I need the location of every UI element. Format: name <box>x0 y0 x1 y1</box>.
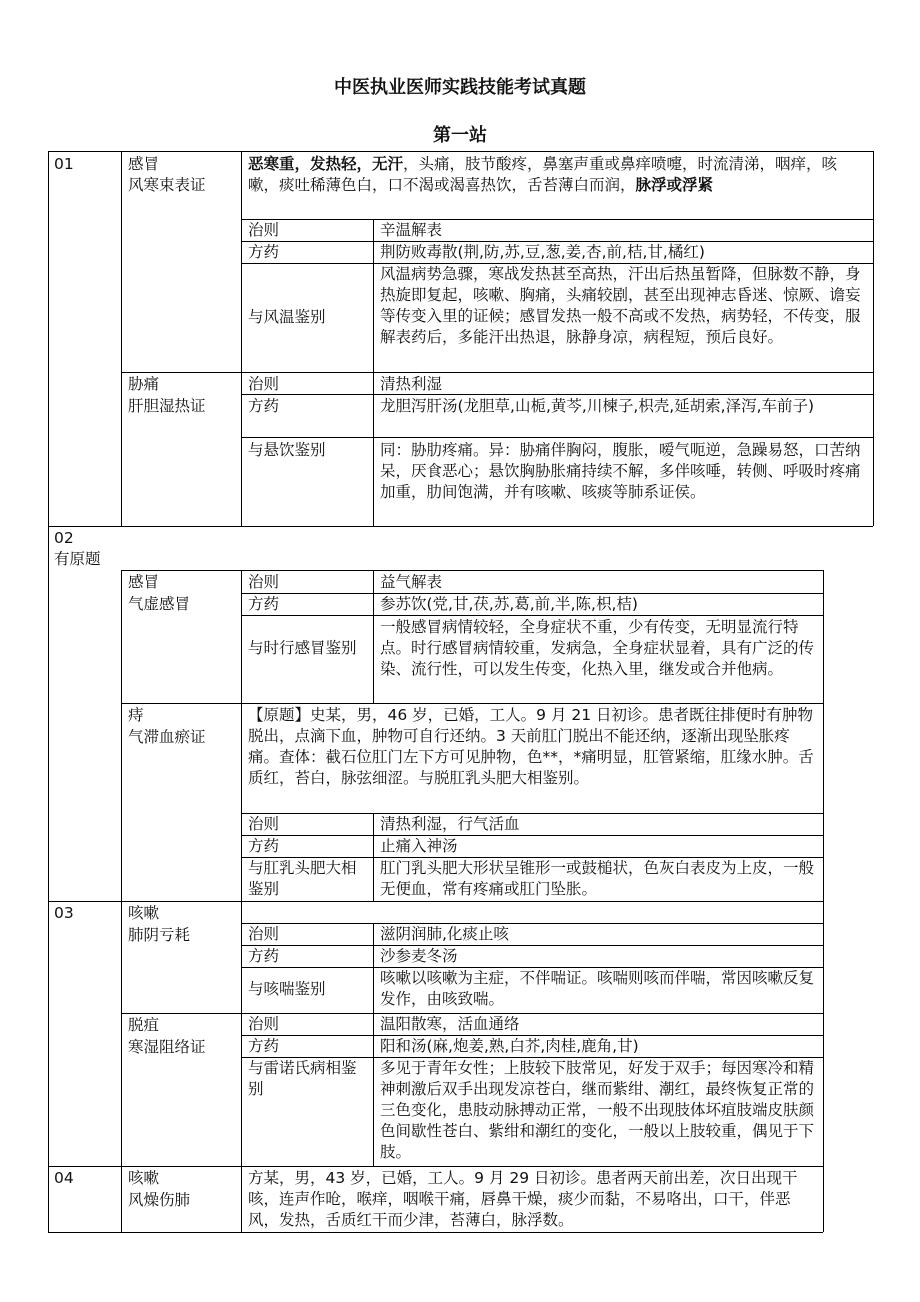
symptoms-key-2: 脉浮或浮紧 <box>635 176 714 194</box>
symptoms-text <box>244 154 872 196</box>
disease-name: 感冒 <box>128 155 160 173</box>
differentiation-text: 一般感冒病情较轻，全身症状不重，少有传变，无明显流行特点。时行感冒病情较重，发病急，全身症状显着，具有广泛的传染、流行性，可以发生传变，化热入里，继发或合并他病。 <box>380 618 815 678</box>
differentiation-text: 同：胁肋疼痛。异：胁痛伴胸闷，腹胀，嗳气呃逆，急躁易怒，口苦纳呆，厌食恶心；悬饮胸胁胀痛持续不解，多伴咳唾，转侧、呼吸时疼痛加重，肋间饱满，并有咳嗽、咳痰等肺系证侯。 <box>380 441 861 501</box>
section-number: 01 <box>54 155 74 173</box>
differentiation-text: 风温病势急骤，寒战发热甚至高热，汗出后热虽暂降，但脉数不静，身热旋即复起，咳嗽、胸痛，头痛较剧，甚至出现神志昏迷、惊厥、谵妄等传变入里的证候；感冒发热一般不高或不发热，病势轻，不传变，服解表药后，多能汗出热退，脉静身凉，病程短，预后良好。 <box>380 265 861 346</box>
section-number: 03 <box>54 904 74 922</box>
differentiation-text: 肛门乳头肥大形状呈锥形一或鼓槌状，色灰白表皮为上皮，一般无便血，常有疼痛或肛门坠胀。 <box>380 859 815 898</box>
treatment-value: 辛温解表 <box>380 221 443 239</box>
differentiation-label: 与悬饮鉴别 <box>248 441 326 459</box>
treatment-label: 治则 <box>248 815 280 833</box>
differentiation-label: 与风温鉴别 <box>248 308 326 326</box>
prescription-value: 参苏饮(党,甘,茯,苏,葛,前,半,陈,枳,桔) <box>380 595 638 613</box>
prescription-label: 方药 <box>248 595 280 613</box>
differentiation-label: 与肛乳头肥大相鉴别 <box>248 859 357 898</box>
prescription-value: 阳和汤(麻,炮姜,熟,白芥,肉桂,鹿角,甘) <box>380 1037 639 1055</box>
prescription-value: 荆防败毒散(荆,防,苏,豆,葱,姜,杏,前,桔,甘,橘红) <box>380 243 705 261</box>
prescription-value: 止痛入神汤 <box>380 837 458 855</box>
syndrome-name: 肺阴亏耗 <box>128 926 191 944</box>
case-text: 方某，男，43 岁，已婚，工人。9 月 29 日初诊。患者两天前出差，次日出现干咳，连声作呛，喉痒，咽喉干痛，唇鼻干燥，痰少而黏，不易咯出，口干，伴恶风，发热，舌质红干而少津，苔薄白，脉浮数。 <box>248 1169 798 1229</box>
section-note: 有原题 <box>54 550 101 568</box>
treatment-value: 清热利湿 <box>380 375 443 393</box>
treatment-value: 温阳散寒，活血通络 <box>380 1015 520 1033</box>
disease-name: 感冒 <box>128 573 160 591</box>
case-text: 【原题】史某，男，46 岁，已婚，工人。9 月 21 日初诊。患者既往排便时有肿物脱出，点滴下血，肿物可自行还纳。3 天前肛门脱出不能还纳，逐渐出现坠胀疼痛。查体：截石位肛门左下方可见肿物，色**，*痛明显，肛管紧缩，肛缘水肿。舌质红，苔白，脉弦细涩。与脱肛乳头肥大相鉴别。 <box>248 706 814 787</box>
treatment-label: 治则 <box>248 573 280 591</box>
treatment-label: 治则 <box>248 375 280 393</box>
treatment-value: 益气解表 <box>380 573 443 591</box>
prescription-label: 方药 <box>248 243 280 261</box>
treatment-label: 治则 <box>248 221 280 239</box>
prescription-value: 沙参麦冬汤 <box>380 947 458 965</box>
syndrome-name: 风燥伤肺 <box>128 1191 191 1209</box>
differentiation-label: 与雷诺氏病相鉴别 <box>248 1059 357 1098</box>
disease-name: 咳嗽 <box>128 1169 160 1187</box>
disease-name: 胁痛 <box>128 375 160 393</box>
treatment-value: 滋阴润肺,化痰止咳 <box>380 925 509 943</box>
syndrome-name: 风寒束表证 <box>128 176 206 194</box>
syndrome-name: 气虚感冒 <box>128 595 191 613</box>
section-number: 02 <box>54 529 74 547</box>
treatment-label: 治则 <box>248 925 280 943</box>
syndrome-name: 气滞血瘀证 <box>128 728 206 746</box>
differentiation-text: 多见于青年女性；上肢较下肢常见，好发于双手；每因寒冷和精神刺激后双手出现发凉苍白，继而紫绀、潮红，最终恢复正常的三色变化，患肢动脉搏动正常，一般不出现肢体坏疽肢端皮肤颜色间歇性苍白、紫绀和潮红的变化，一般以上肢较重，偶见于下肢。 <box>380 1059 815 1161</box>
syndrome-name: 寒湿阻络证 <box>128 1038 206 1056</box>
syndrome-name: 肝胆湿热证 <box>128 397 206 415</box>
section-number: 04 <box>54 1169 74 1187</box>
disease-name: 脱疽 <box>128 1016 160 1034</box>
disease-name: 咳嗽 <box>128 904 160 922</box>
prescription-value: 龙胆泻肝汤(龙胆草,山栀,黄芩,川楝子,枳壳,延胡索,泽泻,车前子) <box>380 397 815 415</box>
document-title: 中医执业医师实践技能考试真题 <box>334 77 586 98</box>
differentiation-label: 与咳喘鉴别 <box>248 980 326 998</box>
treatment-value: 清热利湿，行气活血 <box>380 815 520 833</box>
prescription-label: 方药 <box>248 837 280 855</box>
station-title: 第一站 <box>433 125 487 146</box>
differentiation-text: 咳嗽以咳嗽为主症，不伴喘证。咳喘则咳而伴喘，常因咳嗽反复发作，由咳致喘。 <box>380 969 815 1008</box>
symptoms-body: ，头痛，肢节酸疼，鼻塞声重或鼻痒喷嚏，时流清涕，咽痒，咳嗽，痰吐稀薄色白，口不渴或渴喜热饮，舌苔薄白而润， <box>248 155 838 194</box>
prescription-label: 方药 <box>248 397 280 415</box>
prescription-label: 方药 <box>248 947 280 965</box>
disease-name: 痔 <box>128 706 144 724</box>
prescription-label: 方药 <box>248 1037 280 1055</box>
treatment-label: 治则 <box>248 1015 280 1033</box>
differentiation-label: 与时行感冒鉴别 <box>248 639 357 657</box>
symptoms-key-1: 恶寒重，发热轻，无汗 <box>248 155 404 173</box>
